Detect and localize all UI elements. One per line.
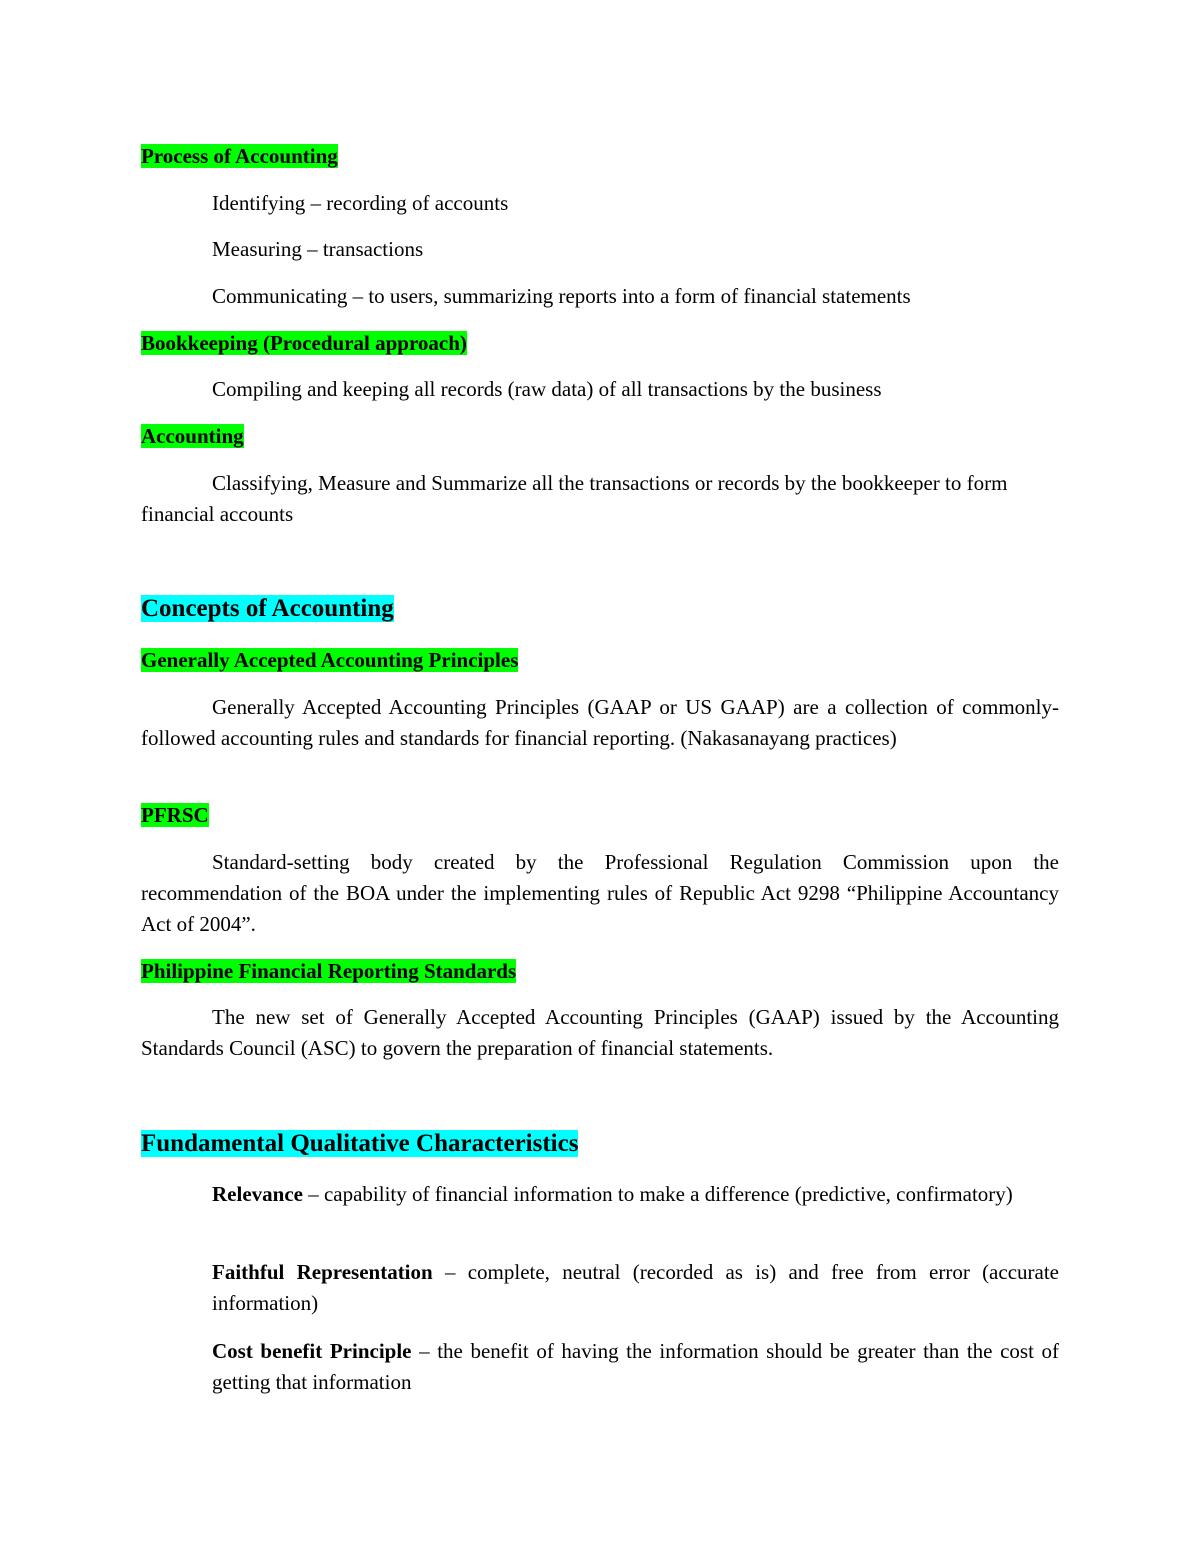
process-item-measuring: Measuring – transactions <box>212 237 424 261</box>
concepts-title: Concepts of Accounting <box>141 595 394 622</box>
pfrsc-text: Standard-setting body created by the Professional Regulation Commission upon the recommendation of the BOA under the implementing rules of Republic Act 9298 “Philippine Accountancy Act of 2004”. <box>141 850 1059 936</box>
characteristic-relevance: Relevance – capability of financial information to make a difference (predictive, confirmatory) <box>212 1182 1013 1206</box>
process-item-identifying: Identifying – recording of accounts <box>212 191 509 215</box>
characteristic-faithful-representation: Faithful Representation – complete, neutral (recorded as is) and free from error (accurate information) <box>212 1260 1059 1315</box>
process-item-communicating: Communicating – to users, summarizing reports into a form of financial statements <box>212 284 911 308</box>
fundamental-title: Fundamental Qualitative Characteristics <box>141 1130 579 1157</box>
pfrsc-heading: PFRSC <box>141 803 209 827</box>
gaap-heading: Generally Accepted Accounting Principles <box>141 648 519 672</box>
characteristic-cost-benefit: Cost benefit Principle – the benefit of having the information should be greater than the cost of getting that information <box>212 1339 1059 1394</box>
bookkeeping-heading: Bookkeeping (Procedural approach) <box>141 331 467 355</box>
accounting-text: Classifying, Measure and Summarize all the transactions or records by the bookkeeper to form financial accounts <box>141 471 1008 526</box>
accounting-heading: Accounting <box>141 424 244 448</box>
bookkeeping-text: Compiling and keeping all records (raw data) of all transactions by the business <box>212 377 882 401</box>
pfrs-heading: Philippine Financial Reporting Standards <box>141 959 517 983</box>
gaap-text: Generally Accepted Accounting Principles (GAAP or US GAAP) are a collection of commonly-followed accounting rules and standards for financial reporting. (Nakasanayang practices) <box>141 695 1059 750</box>
process-heading: Process of Accounting <box>141 144 338 168</box>
pfrs-text: The new set of Generally Accepted Accounting Principles (GAAP) issued by the Accounting Standards Council (ASC) to govern the preparation of financial statements. <box>141 1005 1059 1060</box>
